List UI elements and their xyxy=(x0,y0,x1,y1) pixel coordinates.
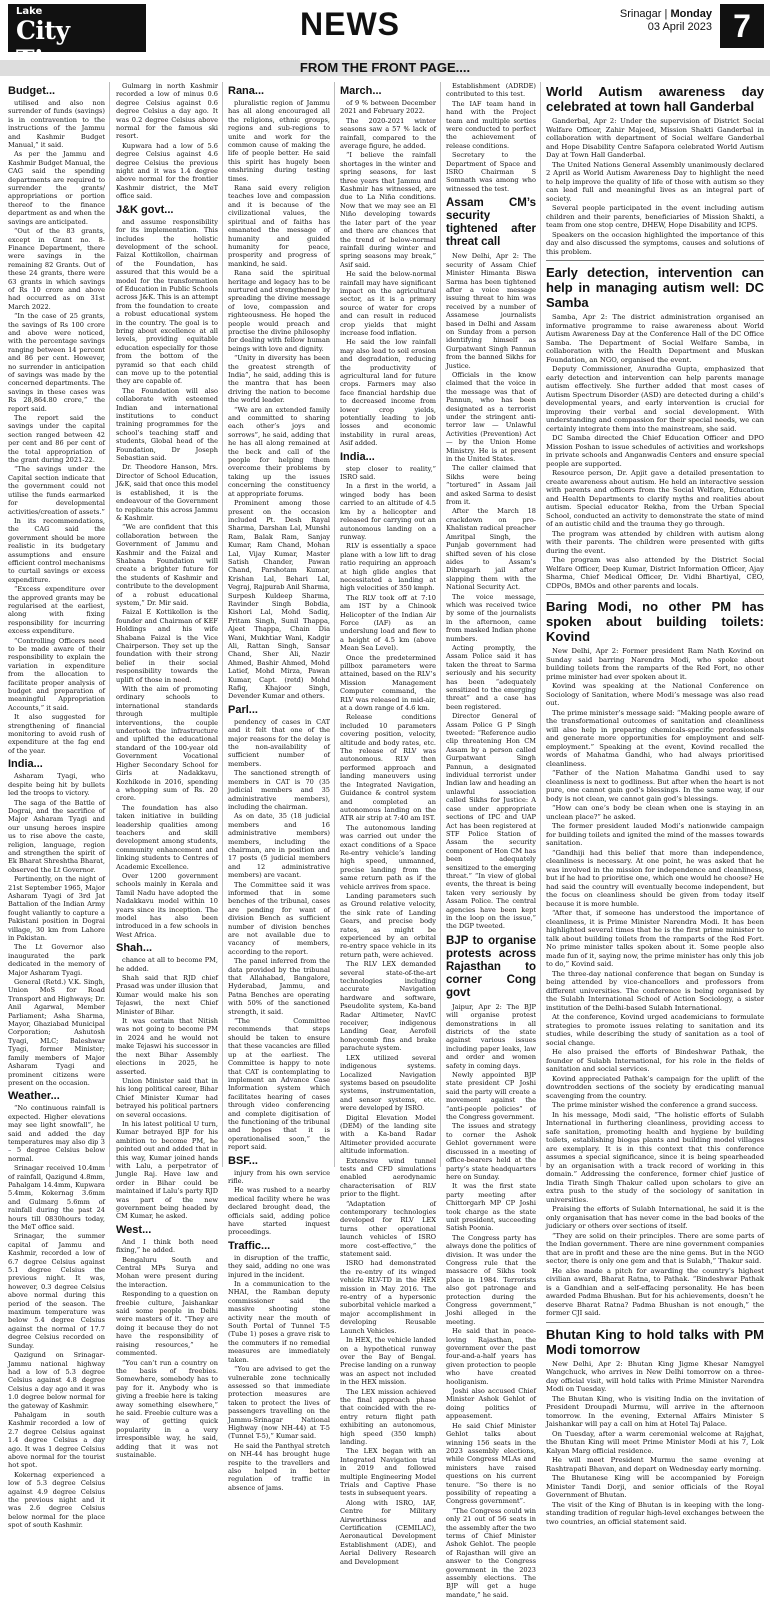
article-body xyxy=(546,1360,764,1527)
column-4 xyxy=(340,82,436,1566)
article-body xyxy=(228,99,330,701)
article-divider xyxy=(546,1322,764,1323)
paragraph: As on date, 35 (18 judicial members and 16 administrative members) members, including the chairman, are in position and 17 posts (5 judicial members and 12 administrative members) are vacant. xyxy=(228,812,330,880)
headline-early-detection: Early detection, intervention can help in managing autism well: DC Samba xyxy=(546,265,764,310)
article-body xyxy=(340,465,436,1566)
paragraph: Rana said every religion teaches love and compassion and it is because of the civilizational values, the spiritual and of faiths has emanated the message of humanity and guided humanity for peace, prosperity and progress of mankind, he said. xyxy=(228,184,330,268)
dateline: Srinagar | Monday 03 April 2023 xyxy=(619,8,712,33)
paragraph: The Committee said it was informed that in some benches of the tribunal, cases are pending for want of division Bench as sufficient number of division benches are not available due to vacancy of members, according to the report. xyxy=(228,880,330,956)
paragraph: RLV is essentially a space plane with a low lift to drag ratio requiring an approach at high glide angles that necessitated a landing at high velocities of 350 kmph. xyxy=(340,542,436,593)
article-body xyxy=(228,1254,330,1492)
column-divider xyxy=(334,82,335,1167)
paragraph: The Congress party has always done the politics of division. It was under the Congress rule that the massacre of Sikhs took place in 1984. Terrorists also got patronage and protection during the Congress government,” Joshi alleged in the meeting. xyxy=(446,1233,536,1326)
headline-jk-govt: J&K govt... xyxy=(116,203,174,216)
headline-bsf: BSF... xyxy=(228,1154,258,1167)
page-number: 7 xyxy=(720,4,764,48)
article-body xyxy=(8,99,105,755)
article-body xyxy=(340,99,436,448)
paragraph: Secretary to the Department of Space and ISRO Chairman S Somnath was among who witnessed the test. xyxy=(446,151,536,193)
article-body xyxy=(446,252,536,931)
paragraph: “How can one’s body be clean when one is staying in an unclean place?” he asked. xyxy=(546,804,764,821)
paragraph: He said the below-normal rainfall may have significant impact on the agricultural sector, as it is a primary source of water for crops and can result in reduced crop yields that might increase food inflation. xyxy=(340,270,436,337)
paragraph: chance at all to become PM, he added. xyxy=(116,956,218,973)
paragraph: With the aim of promoting ordinary schools to international standards through multiple interventions, the couple undertook the infrastructure and uplifted the educational standard of the 100-year old Government Vocational Higher Secondary School for Girls at Nadakkavu, Kozhikode in 2016, spending a whopping sum of Rs. 20 crore. xyxy=(116,685,218,803)
paragraph: In its recommendations, the CAG said the government should be more realistic in its budgetary assumptions and ensure efficient control mechanisms to curtail savings or excess expenditure. xyxy=(8,516,105,584)
paragraph: and assume responsibility for its implementation. This includes the holistic development of the school. Faizal Kottikollon, chairman of the Foundation, has assured that this would be a model for the transformation of Education in Public Schools across J&K. This is an attempt from the foundation to create a robust educational system in the country. The goal is to bring about excellence at all levels, providing equitable education especially for those from the bottom of the pyramid so that each child can move up to the potential they are capable of. xyxy=(116,217,218,386)
section-title: NEWS xyxy=(300,6,400,42)
paragraph: The visit of the King of Bhutan is in keeping with the long-standing tradition of regular high-level exchanges between the two countries, an official statement said. xyxy=(546,1500,764,1526)
headline-india: India... xyxy=(8,758,43,771)
paragraph: The LEX mission achieved the final approach phase that coincided with the re-entry return flight path exhibiting an autonomous, high speed (350 kmph) landing. xyxy=(340,1387,436,1446)
paragraph: Over 1200 government schools mainly in Kerala and Tamil Nadu have adopted the Nadakkavu model within 10 years since its inception. The model has also been introduced in a few schools in West Africa. xyxy=(116,871,218,939)
paragraph: After the March 18 crackdown on pro-Khalistan radical preacher Amritpal Singh, the Punjab government had shifted seven of his close aides to Assam’s Dibrugarh jail after slapping them with the National Security Act. xyxy=(446,507,536,592)
paragraph: Srinagar, the summer capital of Jammu and Kashmir, recorded a low of 6.7 degree Celsius against 5.1 degree Celsius the previous night. It was, however, 0.3 degree Celsius above normal during this period of the season. The maximum temperature was below 5.4 degree Celsius against the normal of 17.7 degree Celsius recorded on Sunday. xyxy=(8,1232,105,1350)
paragraph: New Delhi, Apr 2: Former president Ram Nath Kovind on Sunday said barring Narendra Modi, who spoke about building toilets from the ramparts of the Red Fort, no other prime minister had ever spoken about it. xyxy=(546,647,764,681)
paragraph: New Delhi, Apr 2: Bhutan King Jigme Khesar Namgyel Wangchuck, who arrives in New Delhi tomorrow on a three-day official visit, will hold talks with Prime Minister Narendra Modi on Tuesday. xyxy=(546,1359,764,1393)
paragraph: Gulmarg in north Kashmir recorded a low of minus 0.6 degree Celsius against 0.6 degree Celsius a day ago. It was 0.2 degree Celsius above normal for the famous ski resort. xyxy=(116,82,218,141)
paragraph: ISRO had demonstrated the re-entry of its winged vehicle RLV-TD in the HEX mission in May 2016. The re-entry of a hypersonic suborbital vehicle marked a major accomplishment in developing Reusable Launch Vehicles. xyxy=(340,1259,436,1335)
dateline-date: 03 April 2023 xyxy=(647,21,712,33)
paragraph: DC Samba directed the Chief Education Officer and DPO Mission Poshan to issue schedules of activities and workshops in private schools and Anganwadis Centers and ensure special people are supported. xyxy=(546,434,764,468)
column-divider xyxy=(109,82,110,1167)
paragraph: He also made a pitch for awarding the country’s highest civilian award, Bharat Ratna, to Pathak. “Bindeshwar Pathak is a Gandhian and a self-effacing personality. He has been awarded Padma Bhushan. But for his achievements, doesn’t he deserve Bharat Ratna? Padma Bhushan is not enough,” the former CJI said. xyxy=(546,1266,764,1317)
paragraph: Shah said that RJD chief Prasad was under illusion that Kumar would make his son Tejaswi, the next Chief Minister of Bihar. xyxy=(116,974,218,1016)
article-body xyxy=(546,313,764,590)
paragraph: The three-day national conference that began on Sunday is being attended by vice-chancellors and professors from different universities. The conference is being organised by the Sulabh International School of Action Sociology, a sister institution of the Delhi-based Sulabh International. xyxy=(546,969,764,1012)
paragraph: The foundation has also taken initiative in building leadership qualities among teachers and skill development among students, community enhancement and linking students to Centres of Academic Excellence. xyxy=(116,803,218,871)
paragraph: In his latest political U turn, Kumar betrayed BJP for his ambition to become PM, he pointed out and added that in this way, Kumar joined hands with Lalu, a perpetrator of Jungle Raj. Have law and order in Bihar could be maintained if Lalu’s party RJD was part of the new government being headed by CM Kumar, he asked. xyxy=(116,1119,218,1221)
paragraph: In HEX, the vehicle landed on a hypothetical runway over the Bay of Bengal. Precise landing on a runway was an aspect not included in the HEX mission. xyxy=(340,1336,436,1387)
paragraph: The RLV LEX demanded several state-of-the-art technologies including accurate Navigation hardware and software, Pseudolite system, Ka-band Radar Altimeter, NavIC receiver, indigenous Landing Gear, Aerofoil honeycomb fins and brake parachute system. xyxy=(340,960,436,1053)
paragraph: He also praised the efforts of Bindeshwar Pathak, the founder of Sulabh International, for his role in the fields of sanitation and social services. xyxy=(546,1048,764,1073)
paragraph: Qazigund on Srinagar-Jammu national highway had a low of 5.3 degree Celsius against 4.8 degree Celsius a day ago and it was 1.0 degree below normal for the gateway of Kashmir. xyxy=(8,1351,105,1410)
article-body xyxy=(8,1104,105,1529)
article-body xyxy=(446,82,536,193)
paragraph: “Excess expenditure over the approved grants may be regularised at the earliest, along with fixing responsibility for incurring excess expenditure. xyxy=(8,585,105,636)
headline-assam-cm: Assam CM’s security tightened after threat call xyxy=(446,197,536,249)
paragraph: Extensive wind tunnel tests and CFD simulations enabled aerodynamic characterisation of RLV prior to the flight. xyxy=(340,1156,436,1199)
paragraph: The former president lauded Modi’s nationwide campaign for building toilets and ignited the mind of the masses towards sanitation. xyxy=(546,822,764,847)
paragraph: The caller claimed that Sikhs were being “tortured” in Assam jail and asked Sarma to desist from it. xyxy=(446,464,536,507)
dateline-weekday: Monday xyxy=(670,8,712,20)
paragraph: Joshi also accused Chief Minister Ashok Gehlot of doing politics of appeasement. xyxy=(446,1387,536,1421)
paragraph: “Unity in diversity has been the greatest strength of India”, he said, adding this is the mantra that has been driving the nation to become the world leader. xyxy=(228,354,330,405)
paragraph: Once the predetermined pillbox parameters were attained, based on the RLV’s Mission Management Computer command, the RLV was released in mid-air, at a down range of 4.6 km. xyxy=(340,653,436,713)
paragraph: Kokernag experienced a low of 5.3 degree Celsius against 4.9 degree Celsius the previous night and it was 2.6 degree Celsius below normal for the place spot of south Kashmir. xyxy=(8,1470,105,1530)
column-divider xyxy=(440,82,441,1167)
paragraph: The LEX began with an Integrated Navigation trial in 2019 and followed multiple Engineering Model Trials and Captive Phase tests in subsequent years. xyxy=(340,1447,436,1498)
column-1 xyxy=(8,82,105,1530)
paragraph: The United Nations General Assembly unanimously declared 2 April as World Autism Awareness Day to highlight the need to help improve the quality of life of those with autism so they can lead full and meaningful lives as an integral part of society. xyxy=(546,160,764,203)
newspaper-logo xyxy=(8,4,146,52)
article-body xyxy=(116,82,218,201)
paragraph: It was certain that Nitish was not going to become PM in 2024 and he would not make Tejaswi his successor in the next Bihar Assembly elections in 2025, he asserted. xyxy=(116,1017,218,1076)
dateline-city: Srinagar xyxy=(619,8,662,20)
headline-bjp-protests: BJP to organise protests across Rajasthan to corner Cong govt xyxy=(446,934,536,999)
paragraph: Officials in the know claimed that the voice in the message was that of Pannun, who has been designated as a terrorist under the stringent anti-terror law — Unlawful Activities (Prevention) Act — by the Union Home Ministry. He is at present in the United States. xyxy=(446,370,536,464)
paragraph: Kovind appreciated Pathak’s campaign for the uplift of the downtrodden sections of the society by eradicating manual scavenging from the country. xyxy=(546,1074,764,1100)
paragraph: Rana said the spiritual heritage and legacy has to be nurtured and strengthened by spreading the divine message of love, compassion and righteousness. He hoped the people would preach and practise the divine philosophy for dealing with fellow human beings with love and dignity. xyxy=(228,269,330,353)
paragraph: Release conditions included 10 parameters covering position, velocity, altitude and body rates, etc. The release of RLV was autonomous. RLV then performed approach and landing maneuvers using the Integrated Navigation, Guidance & control system and completed an autonomous landing on the ATR air strip at 7:40 am IST. xyxy=(340,713,436,823)
paragraph: Digital Elevation Model (DEM) of the landing site with a Ka-band Radar Altimeter provided accurate altitude information. xyxy=(340,1113,436,1156)
column-2 xyxy=(116,82,218,1459)
article-body xyxy=(446,1003,536,1599)
paragraph: The saga of the Battle of Dograi, and the sacrifice of Major Asharam Tyagi and our unsung heroes inspire us to rise above the caste, religion, language, region and strengthen the spirit of Ek Bharat Shreshtha Bharat, observed the Lt Governor. xyxy=(8,798,105,874)
paragraph: The panel inferred from the data provided by the tribunal that Allahabad, Bangalore, Hyderabad, Jammu, and Patna Benches are operating with 50% of the sanctioned strength, it said. xyxy=(228,957,330,1016)
paragraph: Director General of Assam Police G P Singh tweeted: “Reference audio clip threatening Hon CM Assam by a person called Gurpatwant Singh Pannun, a designated individual terrorist under Indian law and heading an unlawful association called Sikhs for Justice: A case under appropriate sections of IPC and UAP Act has been registered at STF Police Station of Assam the security component of Hon CM has been adequately sensitized to the emerging threat.” “In view of global events, the threat is being taken very seriously by Assam Police. The central agencies have been kept in the loop on the issue,” the DGP tweeted. xyxy=(446,712,536,931)
paragraph: step closer to reality,” ISRO said. xyxy=(340,464,436,482)
paragraph: He said the low rainfall may also lead to soil erosion and degradation, reducing the productivity of agricultural land for future crops. Farmers may also face financial hardship due to decreased income from lower crop yields, potentially leading to job losses and economic instability in rural areas, Asif added. xyxy=(340,338,436,448)
paragraph: Srinagar received 10.4mm of rainfall, Qazigund 4.8mm, Pahalgam 14.4mm, Kupwara 5.4mm, Kokernag 3.6mm and Gulmarg 5.6mm of rainfall during the past 24 hours till 0830hours today, the MeT office said. xyxy=(8,1164,105,1231)
paragraph: “You are advised to get the vulnerable zone technically assessed so that immediate protection measures are taken to protect the lives of passengers travelling on the Jammu-Srinagar National Highway (now NH-44) at T-5 (Tunnel T-5),” Kumar said. xyxy=(228,1365,330,1441)
paragraph: It was the first state party meeting after Chittorgarh MP CP Joshi took charge as the state unit president, succeeding Satish Poonia. xyxy=(446,1182,536,1233)
headline-rana: Rana... xyxy=(228,85,265,97)
paragraph: LEX utilized several indigenous systems. Localized Navigation systems based on pseudolite systems, instrumentation, and sensor systems, etc. were developed by ISRO. xyxy=(340,1053,436,1113)
paragraph: The program was also attended by the District Social Welfare Officer, Deep Kumar, District Information Officer, Ajay Sharma, Chief Medical Officer, Dr. Vidhi Bhartiyal, CEO, CDPOs, BMOs and other parents and locals. xyxy=(546,556,764,590)
paragraph: Ganderbal, Apr 2: Under the supervision of District Social Welfare Officer, Zahir Majeed, Mission Shakti Ganderbal in collaboration with department of Social welfare Ganderbal and Hope Disability Centre Safapora celebrated World Autism Day at Town Hall Ganderbal. xyxy=(546,117,764,159)
paragraph: The voice message, which was received twice by some of the journalists in the afternoon, came from masked Indian phone numbers. xyxy=(446,592,536,643)
paragraph: Asharam Tyagi, who despite being hit by bullets led the troops to victory. xyxy=(8,772,105,798)
headline-march: March... xyxy=(340,85,382,97)
headline-weather: Weather... xyxy=(8,1090,60,1103)
paragraph: Establishment (ADRDE) contributed to this test. xyxy=(446,82,536,99)
paragraph: The RLV took off at 7:10 am IST by a Chinook Helicopter of the Indian Air Force (IAF) as an underslung load and flew to a height of 4.5 km (above Mean Sea Level). xyxy=(340,593,436,653)
paragraph: Praising the efforts of Sulabh International, he said it is the only organisation that has never come in the bad books of the judiciary or others over sections of itself. xyxy=(546,1205,764,1230)
paragraph: “No continuous rainfall is expected. Higher elevations may see light snowfall”, he said and added the day temperatures may also dip 3 – 5 degree Celsius below normal. xyxy=(8,1104,105,1163)
paragraph: The autonomous landing was carried out under the exact conditions of a Space Re-entry vehicle’s landing high speed, unmanned, precise landing from the same return path as if the vehicle arrives from space. xyxy=(340,823,436,891)
paragraph: The Lt Governor also inaugurated the park dedicated in the memory of Major Asharam Tyagi. xyxy=(8,943,105,977)
paragraph: The program was attended by children with autism along with their parents. The children were presented with gifts during the event. xyxy=(546,529,764,555)
column-divider xyxy=(540,82,541,1167)
article-divider xyxy=(546,594,764,595)
paragraph: “Father of the Nation Mahatma Gandhi used to say cleanliness is next to godliness. But after when the heart is not pure, one cannot gain god’s blessings. In the same way, if our body is not clean, we cannot gain god’s blessings. xyxy=(546,769,764,803)
front-page-strip: FROM THE FRONT PAGE.... xyxy=(0,60,770,76)
paragraph: He said Chief Minister Gehlot talks about winning 156 seats in the 2023 assembly elections, while Congress MLAs and ministers have raised questions on his current tenure. “So there is no possibility of repeating a Congress government”. xyxy=(446,1421,536,1506)
paragraph: The prime minister wished the conference a grand success. xyxy=(552,1101,758,1109)
paragraph: In his message, Modi said, “The holistic efforts of Sulabh International in furthering cleanliness, providing access to safe sanitation, promoting health and hygiene by building toilets, establishing biogas plants and building model villages are exemplary. It is in this context that this conference assumes a special significance, since it is being spearheaded by an organisation with a track record of working in this domain.” Addressing the conference, former chief justice of India Tirath Singh Thakur called upon scholars to give an extra push to the study of the sociology of sanitation in universities. xyxy=(546,1110,764,1204)
headline-world-autism: World Autism awareness day celebrated at town hall Ganderbal xyxy=(546,84,764,114)
article-body xyxy=(116,956,218,1221)
article-body xyxy=(228,1169,330,1237)
paragraph: pluralistic region of Jammu has all along encouraged all the religions, ethnic groups, regions and sub-regions to unite and work for the common cause of making the life of people better. He said this spirit has hugely been enshrining during testing times. xyxy=(228,99,330,183)
logo-small-text: Lake xyxy=(16,6,43,17)
article-body xyxy=(116,218,218,940)
column-5 xyxy=(446,82,536,1599)
paragraph: The report said the savings under the capital section ranged between 42 per cent and 86 per cent of the total appropriation of the grant during 2021-22. xyxy=(8,414,105,465)
paragraph: Pahalgam in south Kashmir recorded a low of 2.7 degree Celsius against 1.4 degree Celsius a day ago. It was 1 degree Celsius above normal for the tourist hot spot. xyxy=(8,1410,105,1470)
headline-bhutan-king: Bhutan King to hold talks with PM Modi tomorrow xyxy=(546,1326,764,1357)
paragraph: The Foundation will also collaborate with esteemed Indian and international institutions to conduct training programmes for the school’s teaching staff and students, Global head of the Foundation, Dr Joseph Sebastian said. xyxy=(116,386,218,463)
paragraph: Speakers on the occasion highlighted the importance of this day and also discussed the symptoms, causes and solutions of this problem. xyxy=(546,230,764,256)
paragraph: Deputy Commissioner, Anuradha Gupta, emphasized that early detection and intervention can help parents manage autism effectively. She further added that most cases of Autism Spectrum Disorder (ASD) are detected during a child’s developmental years, and early intervention is crucial for improving their verbal and social development. With understanding and compassion for their special needs, we can certainly integrate them into the mainstream, she said. xyxy=(546,365,764,433)
logo-big-text: City xyxy=(16,16,70,45)
article-divider xyxy=(546,260,764,261)
article-body xyxy=(228,718,330,1152)
headline-budget: Budget... xyxy=(8,85,56,97)
article-body xyxy=(546,647,764,1318)
paragraph: General (Retd.) V.K. Singh, Union MoS for Road Transport and Highways; Dr. Anil Agarwal, Member Parliament; Asha Sharma, Mayor, Ghaziabad Municipal Corporation; Ashutosh Tyagi, MLC; Baleshwar Tyagi, former Minister; family members of Major Asharam Tyagi and prominent citizens were present on the occasion. xyxy=(8,978,105,1087)
paragraph: Kupwara had a low of 5.6 degree Celsius against 4.6 degree Celsius the previous night and it was 1.4 degree above normal for the frontier Kashmir district, the MeT office said. xyxy=(116,141,218,201)
paragraph: “I believe the rainfall shortages in the winter and spring seasons, for last three years that Jammu and Kashmir has witnessed, are due to La Niña conditions. Now that we may see an El Niño developing towards the later part of the year and there are chances that the trend of below-normal rainfall during winter and spring seasons may break,” Asif said. xyxy=(340,151,436,269)
paragraph: The issues and strategy to corner the Ashok Gehlot government were discussed in a meeting of office-bearers held at the party’s state headquarters here on Sunday. xyxy=(446,1122,536,1181)
paragraph: “They are solid on their principles. There are some parts of the Indian government. There are nine government companies that are in profit and these are the nine gems. But in the NGO sector, there is only one gem and that is Sulabh,” Thakur said. xyxy=(546,1231,764,1265)
paragraph: “In the case of 25 grants, the savings of Rs 100 crore and above were noticed, with the percentage savings ranging between 14 percent and 86 per cent. However, no surrender in anticipation of savings was made by the concerned departments. The savings in these cases was Rs 28,864.80 crore,” the report said. xyxy=(8,312,105,413)
paragraph: “The savings under the Capital section indicate that the government could not utilise the funds earmarked for developmental activities/creation of assets.” xyxy=(8,465,105,516)
headline-parl: Parl... xyxy=(228,703,258,716)
paragraph: Landing parameters such as Ground relative velocity, the sink rate of Landing Gears, and precise body rates, as might be experienced by an orbital re-entry space vehicle in its return path, were achieved. xyxy=(340,891,436,959)
paragraph: in disruption of the traffic, they said, adding no one was injured in the incident. xyxy=(228,1253,330,1279)
paragraph: Newly appointed BJP state president CP Joshi said the party will create a movement against the “anti-people policies” of the Congress government. xyxy=(446,1071,536,1122)
paragraph: He will meet President Murmu the same evening at Rashtrapati Bhavan, and depart on Wednesday early morning. xyxy=(546,1456,764,1473)
paragraph: The 2020-2021 winter seasons saw a 57 % lack of rainfall, compared to the average figure, he added. xyxy=(340,116,436,151)
paragraph: The Bhutanese King will be accompanied by Foreign Minister Tandi Dorji, and senior officials of the Royal Government of Bhutan. xyxy=(546,1474,764,1499)
paragraph: He said that in peace-loving Rajasthan, the government over the past four-and-a-half years has given protection to people who have created hooliganism. xyxy=(446,1327,536,1386)
paragraph: Pertinently, on the night of 21st September 1965, Major Asharam Tyagi of 3rd Jat Battalion of the Indian Army fought valiantly to capture a Pakistani position in Dograi village, 30 km from Lahore in Pakistan. xyxy=(8,875,105,942)
paragraph: injury from his own service rifle. xyxy=(228,1168,330,1185)
paragraph: “We are an extended family and committed to sharing each other’s joys and sorrows”, he said, adding that he has all along remained at the beck and call of the people for helping them overcome their problems by taking up the issues concerning the constituency at appropriate forums. xyxy=(228,405,330,498)
headline-baring-modi: Baring Modi, no other PM has spoken about building toilets: Kovind xyxy=(546,599,764,644)
paragraph: “We are confident that this collaboration between the Government of Jammu and Kashmir and the Faizal and Shabana Foundation will create a brighter future for the students of Kashmir and contribute to the development of a robust educational system,” Dr. Mir said. xyxy=(116,523,218,607)
paragraph: Dr. Theodore Hanson, Mrs. Director of School Education, J&K, said that once this model is established, it is the endeavour of the Government to replicate this across Jammu & Kashmir. xyxy=(116,463,218,522)
paragraph: “Adaptation of contemporary technologies developed for RLV LEX turns other operational launch vehicles of ISRO more cost-effective,” the statement said. xyxy=(340,1199,436,1259)
paragraph: Acting promptly, the Assam Police said it has taken the threat to Sarma seriously and his security has been “adequately sensitized to the emerging threat” and a case has been registered. xyxy=(446,643,536,711)
paragraph: Kovind was speaking at the National Conference on Sociology of Sanitation, where Modi’s message was also read out. xyxy=(546,682,764,707)
paragraph: Bengaluru South and Central MPs Surya and Mohan were present during the interaction. xyxy=(116,1255,218,1289)
column-divider xyxy=(222,82,223,1167)
paragraph: The sanctioned strength of members in CAT is 70 (35 judicial members and 35 administrative members), including the chairman. xyxy=(228,769,330,811)
paragraph: “The Congress could win only 21 out of 56 seats in the assembly after the two terms of Chief Minister Ashok Gehlot. The people of Rajasthan will give an answer to the Congress government in the 2023 assembly elections. The BJP will get a huge mandate,” he said. xyxy=(446,1506,536,1599)
paragraph: Faizal E Kottikollon is the founder and Chairman of KEF Holdings and his wife Shabana Faizal is the Vice Chairperson. They set up the foundation with their strong belief in their social responsibility towards the uplift of those in need. xyxy=(116,608,218,684)
paragraph: As per the Jammu and Kashmir Budget Manual, the CAG said the spending departments are required to surrender the grants/ appropriations or portion thereof to the finance department as and when the savings are anticipated. xyxy=(8,150,105,226)
paragraph: Responding to a question on freebie culture, Jaishankar said some people in Delhi were masters of it. “They are doing it because they do not have the responsibility of raising resources,” he commented. xyxy=(116,1290,218,1358)
paragraph: In a first in the world, a winged body has been carried to an altitude of 4.5 km by a helicopter and released for carrying out an autonomous landing on a runway. xyxy=(340,482,436,541)
article-body xyxy=(116,1238,218,1460)
paragraph: And I think both need fixing,” he added. xyxy=(116,1237,218,1255)
paragraph: The prime minister’s message said: “Making people aware of the transformational outcomes of sanitation and cleanliness will also help in preparing chemicals-specific professionals and generate more opportunities for employment and self-employment.” Speaking at the event, Kovind recalled the words of Mahatma Gandhi, who had always prioritised cleanliness. xyxy=(546,708,764,768)
paragraph: Jaipur, Apr 2: The BJP will organise protest demonstrations in all districts of the state against various issues including paper leaks, law and order and women safety in coming days. xyxy=(446,1002,536,1070)
masthead xyxy=(0,0,770,61)
paragraph: The Bhutan King, who is visiting India on the invitation of President Droupadi Murmu, will arrive in the afternoon tomorrow. In the evening, External Affairs Minister S Jaishankar will pay a call on him at Hotel Taj Palace. xyxy=(546,1394,764,1428)
paragraph: The IAF team hand in hand with the Project team and multiple sorties were conducted to perfect the achievement of release conditions. xyxy=(446,99,536,150)
paragraph: Prominent among those present on the occasion included Pt. Desh Rayal Sharma, Darshan Lal, Munshi Ram, Balak Ram, Sanjay Kumar, Ram Chand, Mohan Lal, Vijay Kumar, Master Satish Chander, Pawan Chand, Parshotam Kumar, Krishan Lal, Behari Lal, Vegraj, Rajpurab Anil Sharma, Surpesh Kuldeep Sharma, Ravinder Singh Bobdia, Kishori Lal, Mohd Sadiq, Pritam Singh, Sunil Thappa, Ajeet Thappa, Chain Dia Wani, Mukhtiar Wani, Kadgir Ali, Rattan Singh, Sansar Chand, Sher Ali, Nazir Ahmed, Bashir Ahmed, Mohd Latief, Mohd Mirza, Pawan Kumar, Capt. (retd) Mohd Rafiq, Khajoor Singh, Devender Kumar and others. xyxy=(228,499,331,701)
paragraph: In a communication to the NHAI, the Ramban deputy commissioner said the massive shooting stone activity near the mouth of South Portal of Tunnel T-5 (Tube 1) poses a grave risk to the commuters if no remedial measures are immediately taken. xyxy=(228,1280,330,1364)
paragraph: utilised and also non surrender of funds (savings) is in contravention to the instructions of the Jammu and Kashmir Budget Manual,” it said. xyxy=(8,99,105,150)
headline-india-isro: India... xyxy=(340,450,375,463)
headline-shah: Shah... xyxy=(116,942,153,955)
paragraph: pendency of cases in CAT and it felt that one of the major reasons for the delay is the non-availability of sufficient number of members. xyxy=(228,717,330,768)
paragraph: Along with ISRO, IAF, Centre for Military Airworthiness and Certification (CEMILAC), Aeronautical Development Establishment (ADE), and Aerial Delivery Research and Development xyxy=(340,1498,436,1566)
paragraph: At the conference, Kovind urged academicians to formulate strategies to promote issues relating to sanitation and its studies, while describing the study of sanitation as a tool of social change. xyxy=(546,1013,764,1047)
paragraph: Several people participated in the event including autism children and their parents, beneficiaries of Mission Shakti, a team from one stop centre, DHEW, Hope Disability and ICPS. xyxy=(546,204,764,229)
column-6 xyxy=(546,82,764,1526)
paragraph: He said the Panthyal stretch on NH-44 has brought huge respite to the travellers and also helped in better regulation of traffic in absence of jams. xyxy=(228,1441,330,1492)
paragraph: On Tuesday, after a warm ceremonial welcome at Rajghat, the Bhutan King will meet Prime Minister Modi at his 7, Lok Kalyan Marg official residence. xyxy=(546,1429,764,1455)
paragraph: Union Minister said that in his long political career, Bihar Chief Minister Kumar had betrayed his political partners on several occasions. xyxy=(116,1076,218,1119)
headline-west: West... xyxy=(116,1223,152,1236)
paragraph: It also suggested for strengthening of financial monitoring to avoid rush of expenditure at the fag end of the year. xyxy=(8,713,105,755)
headline-traffic: Traffic... xyxy=(228,1239,271,1252)
paragraph: “Out of the 83 grants, except in Grant no. 8- Finance Department, there were savings in the remaining 82 Grants. Out of these 24 grants, there were 63 grants in which savings of Rs 10 crore and above had occurred as on 31st March 2022. xyxy=(8,227,105,311)
paragraph: “Controlling Officers need to be made aware of their responsibility to explain the variation in expenditure from the allocation to facilitate proper analysis of budget and preparation of meaningful Appropriation Accounts,” it said. xyxy=(8,636,105,712)
paragraph: “You can’t run a country on the basis of freebies. Somewhere, somebody has to pay for it. Anybody who is giving a freebie here is taking away something elsewhere,” he said. Freebie culture was a way of getting quick popularity in a very irresponsible way, he said, adding that it was not sustainable. xyxy=(116,1358,218,1459)
paragraph: “The Committee recommends that steps should be taken to ensure that these vacancies are filled up at the earliest. The Committee is happy to note that CAT is contemplating to implement an Advance Case Information system which facilitates hearing of cases through video conferencing and complete digitisation of the functioning of the tribunal and hopes that it is operationalised soon,” the report said. xyxy=(228,1017,330,1152)
paragraph: He was rushed to a nearby medical facility where he was declared brought dead, the officials said, adding police have started inquest proceedings. xyxy=(228,1186,330,1237)
paragraph: Resource person, Dr. Apjit gave a detailed presentation to create awareness about autism. He held an interactive session with parents and officers from the Social Welfare, Education and Health Departments to clarify myths and realities about autism. Special educator Rekha, from the Urban Special School, conducted an activity to demonstrate the state of mind of an autistic child and the trauma they go through. xyxy=(546,469,764,528)
paragraph: New Delhi, Apr 2: The security of Assam Chief Minister Himanta Biswa Sarma has been tightened after a voice message issuing threat to him was received by a number of Assamese journalists based in Delhi and Assam on Sunday from a person identifying himself as Gurpatwant Singh Pannun from the banned Sikhs for Justice. xyxy=(446,252,536,370)
paragraph: “After that, if someone has understood the importance of cleanliness, it is Prime Minister Narendra Modi. It has been highlighted several times that he is the first prime minister to talk about building toilets from the ramparts of the Red Fort. No prime minister talks spoken about it. Some people also made fun of it, saying now, the prime minister has only this job to do,” Kovind said. xyxy=(546,909,764,968)
article-body xyxy=(8,772,105,1087)
column-3 xyxy=(228,82,331,1492)
paragraph: of 9 % between December 2021 and February 2022. xyxy=(340,99,436,116)
paragraph: Samba, Apr 2: The district administration organised an informative programme to raise awareness about World Autism Awareness Day at the Conference Hall of the DC Office Samba. The Department of Social Welfare Samba, in collaboration with the Health Department and Muskan Foundation, an NGO, organised the event. xyxy=(546,313,764,364)
paragraph: “Gandhiji had this belief that more than independence, cleanliness is necessary. At one point, he was asked that he was involved in the mission for independence and cleanliness, but if he had to prioritise one, which one would he choose? He had said the country will eventually become independent, but the focus on cleanliness should be given from today itself because it is more humble. xyxy=(546,848,764,908)
article-body xyxy=(546,117,764,256)
